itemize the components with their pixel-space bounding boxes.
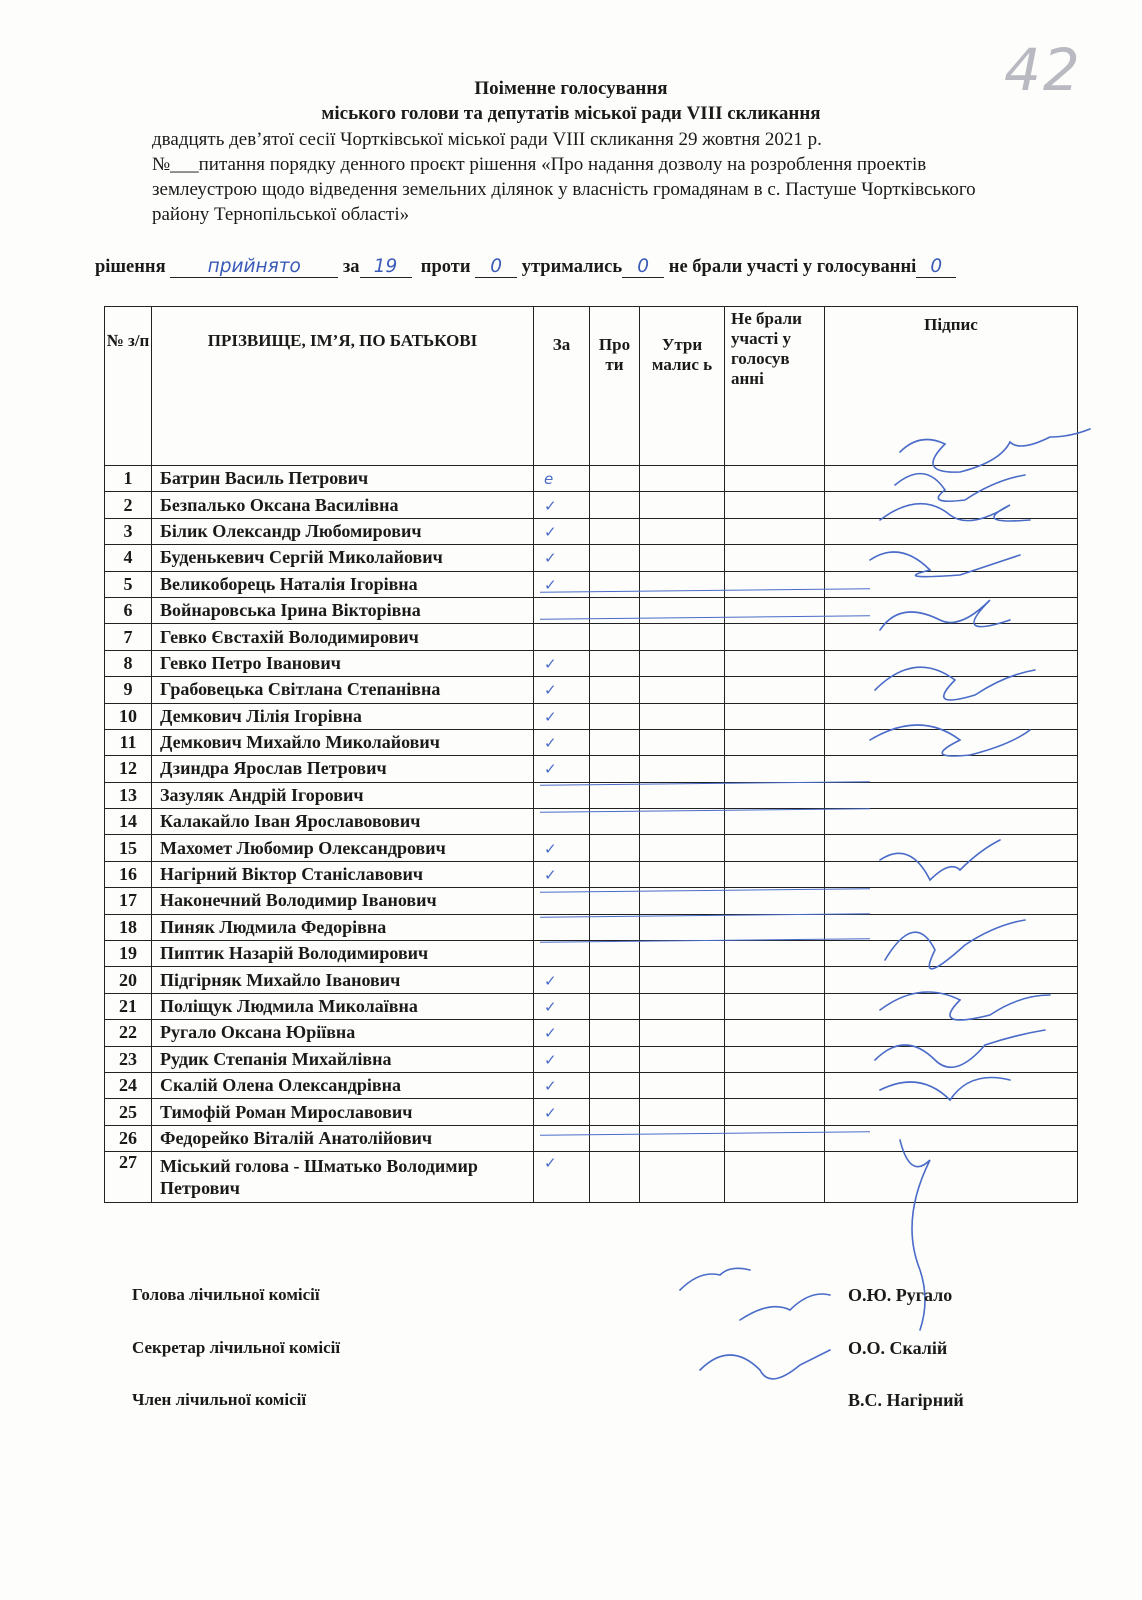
roll-call-table [104, 306, 1078, 1203]
not-voted-count: 0 [916, 256, 956, 278]
for-mark: ✓ [544, 1077, 557, 1096]
table-row [105, 756, 1078, 782]
row-num: 25 [105, 1099, 152, 1125]
table-row [105, 571, 1078, 597]
for-mark: ✓ [544, 681, 557, 700]
member-name: Буденькевич Сергій Миколайович [152, 545, 534, 571]
signature-cell [825, 1072, 1078, 1098]
for-mark: ✓ [544, 760, 557, 779]
member-name: Рудик Степанія Михайлівна [152, 1046, 534, 1072]
issue-line-3: району Тернопільської області» [152, 204, 410, 225]
table-row [105, 1099, 1078, 1125]
for-mark: ✓ [544, 971, 557, 990]
row-num: 3 [105, 518, 152, 544]
row-num: 1 [105, 466, 152, 492]
member-name: Демкович Михайло Миколайович [152, 729, 534, 755]
signature-cell [825, 809, 1078, 835]
for-mark: е [544, 470, 554, 489]
member-name: Міський голова - Шматько Володимир Петрович [152, 1152, 534, 1203]
table-row [105, 729, 1078, 755]
signature-cell [825, 993, 1078, 1019]
member-name: Тимофій Роман Мирославович [152, 1099, 534, 1125]
table-row [105, 1152, 1078, 1203]
row-num: 14 [105, 809, 152, 835]
for-mark: ✓ [544, 866, 557, 885]
signature-cell [825, 1152, 1078, 1203]
signature-cell [825, 941, 1078, 967]
for-mark: ✓ [544, 496, 557, 515]
row-num: 11 [105, 729, 152, 755]
for-mark: ✓ [544, 1103, 557, 1122]
col-signature-header: Підпис [825, 307, 1078, 466]
issue-line-2: землеустрою щодо відведення земельних ділянок у власність громадянам в с. Пастуше Чортківського [152, 179, 976, 200]
row-num: 2 [105, 492, 152, 518]
table-row [105, 835, 1078, 861]
member-name: Скалій Олена Олександрівна [152, 1072, 534, 1098]
signature-cell [825, 914, 1078, 940]
member-name: Махомет Любомир Олександрович [152, 835, 534, 861]
member-name: Федорейко Віталій Анатолійович [152, 1125, 534, 1151]
row-num: 13 [105, 782, 152, 808]
table-row [105, 1020, 1078, 1046]
signature-scribble [740, 1294, 830, 1320]
for-count: 19 [360, 256, 412, 278]
row-num: 6 [105, 597, 152, 623]
table-row [105, 782, 1078, 808]
signature-cell [825, 1046, 1078, 1072]
row-num: 22 [105, 1020, 152, 1046]
signature-scribble [680, 1268, 750, 1290]
member-name: Демкович Лілія Ігорівна [152, 703, 534, 729]
signature-cell [825, 703, 1078, 729]
signature-cell [825, 861, 1078, 887]
member-name: Грабовецька Світлана Степанівна [152, 677, 534, 703]
row-num: 10 [105, 703, 152, 729]
decision-label: рішення [95, 257, 166, 277]
col-name-header: ПРІЗВИЩЕ, ІМ’Я, ПО БАТЬКОВІ [152, 307, 534, 466]
col-not-voted-header: Не брали участі у голосув анні [725, 307, 825, 466]
commission-chair-name: О.Ю. Ругало [848, 1285, 953, 1305]
for-mark: ✓ [544, 1154, 557, 1173]
signature-cell [825, 782, 1078, 808]
table-row [105, 677, 1078, 703]
col-num-header: № з/п [105, 307, 152, 466]
table-row [105, 809, 1078, 835]
table-row [105, 941, 1078, 967]
for-mark: ✓ [544, 549, 557, 568]
table-row [105, 545, 1078, 571]
for-mark: ✓ [544, 654, 557, 673]
table-row [105, 1046, 1078, 1072]
against-count: 0 [475, 256, 517, 278]
member-name: Войнаровська Ірина Вікторівна [152, 597, 534, 623]
table-row [105, 1072, 1078, 1098]
table-row [105, 967, 1078, 993]
table-row [105, 993, 1078, 1019]
table-row [105, 466, 1078, 492]
for-mark: ✓ [544, 522, 557, 541]
not-voted-label: не брали участі у голосуванні [668, 257, 917, 277]
row-num: 17 [105, 888, 152, 914]
commission-chair-label: Голова лічильної комісії [132, 1285, 320, 1304]
member-name: Зазуляк Андрій Ігорович [152, 782, 534, 808]
table-header-row [105, 307, 1078, 466]
table-row [105, 518, 1078, 544]
row-num: 18 [105, 914, 152, 940]
member-name: Пиняк Людмила Федорівна [152, 914, 534, 940]
session-line: двадцять дев’ятої сесії Чортківської міської ради VIII скликання 29 жовтня 2021 р. [152, 129, 822, 150]
col-abstained-header: Утри малис ь [640, 307, 725, 466]
row-num: 27 [105, 1152, 152, 1203]
commission-member-name: В.С. Нагірний [848, 1390, 964, 1410]
decision-summary [95, 256, 1085, 278]
signature-cell [825, 571, 1078, 597]
for-mark: ✓ [544, 998, 557, 1016]
row-num: 16 [105, 861, 152, 887]
document-title: Поіменне голосування [474, 78, 668, 99]
row-num: 20 [105, 967, 152, 993]
for-label: за [342, 257, 360, 277]
signature-cell [825, 756, 1078, 782]
member-name: Великоборець Наталія Ігорівна [152, 571, 534, 597]
member-name: Гевко Петро Іванович [152, 650, 534, 676]
signature-cell [825, 677, 1078, 703]
member-name: Гевко Євстахій Володимирович [152, 624, 534, 650]
signature-cell [825, 466, 1078, 492]
signature-cell [825, 835, 1078, 861]
for-mark: ✓ [544, 1024, 557, 1043]
table-row [105, 914, 1078, 940]
row-num: 7 [105, 624, 152, 650]
for-mark: ✓ [544, 575, 557, 594]
abstained-label: утримались [521, 257, 623, 277]
decision-result: прийнято [170, 256, 338, 278]
row-num: 26 [105, 1125, 152, 1151]
commission-secretary-label: Секретар лічильної комісії [132, 1338, 341, 1357]
signature-cell [825, 888, 1078, 914]
against-label: проти [420, 257, 471, 277]
document-subtitle: міського голови та депутатів міської ради VIII скликання [321, 103, 821, 124]
col-for-header: За [534, 307, 590, 466]
for-mark: ✓ [544, 734, 557, 753]
row-num: 23 [105, 1046, 152, 1072]
table-row [105, 650, 1078, 676]
commission-secretary-name: О.О. Скалій [848, 1338, 948, 1358]
member-name: Підгірняк Михайло Іванович [152, 967, 534, 993]
abstained-count: 0 [622, 256, 664, 278]
member-name: Дзиндра Ярослав Петрович [152, 756, 534, 782]
row-num: 19 [105, 941, 152, 967]
signature-cell [825, 1020, 1078, 1046]
row-num: 9 [105, 677, 152, 703]
for-mark: ✓ [544, 839, 557, 858]
commission-member-label: Член лічильної комісії [132, 1390, 307, 1409]
signature-cell [825, 492, 1078, 518]
table-row [105, 624, 1078, 650]
member-name: Білик Олександр Любомирович [152, 518, 534, 544]
signature-cell [825, 967, 1078, 993]
page-number: 42 [1004, 36, 1082, 104]
table-row [105, 1125, 1078, 1151]
for-mark: ✓ [544, 707, 557, 726]
member-name: Калакайло Іван Ярославовович [152, 809, 534, 835]
table-row [105, 492, 1078, 518]
signature-cell [825, 597, 1078, 623]
table-row [105, 597, 1078, 623]
table-row [105, 861, 1078, 887]
row-num: 24 [105, 1072, 152, 1098]
row-num: 12 [105, 756, 152, 782]
member-name: Поліщук Людмила Миколаївна [152, 993, 534, 1019]
member-name: Нагірний Віктор Станіславович [152, 861, 534, 887]
signature-cell [825, 729, 1078, 755]
signature-cell [825, 1125, 1078, 1151]
row-num: 8 [105, 650, 152, 676]
signature-cell [825, 1099, 1078, 1125]
signature-cell [825, 624, 1078, 650]
row-num: 15 [105, 835, 152, 861]
member-name: Безпалько Оксана Василівна [152, 492, 534, 518]
for-mark: ✓ [544, 1050, 557, 1069]
signature-scribble [700, 1350, 830, 1379]
member-name: Пиптик Назарій Володимирович [152, 941, 534, 967]
signature-cell [825, 650, 1078, 676]
col-against-header: Про ти [590, 307, 640, 466]
row-num: 4 [105, 545, 152, 571]
row-num: 21 [105, 993, 152, 1019]
row-num: 5 [105, 571, 152, 597]
signature-cell [825, 545, 1078, 571]
member-name: Ругало Оксана Юріївна [152, 1020, 534, 1046]
member-name: Батрин Василь Петрович [152, 466, 534, 492]
issue-line-1: №___питання порядку денного проєкт рішення «Про надання дозволу на розроблення проектів [152, 154, 927, 175]
member-name: Наконечний Володимир Іванович [152, 888, 534, 914]
signature-cell [825, 518, 1078, 544]
table-row [105, 703, 1078, 729]
